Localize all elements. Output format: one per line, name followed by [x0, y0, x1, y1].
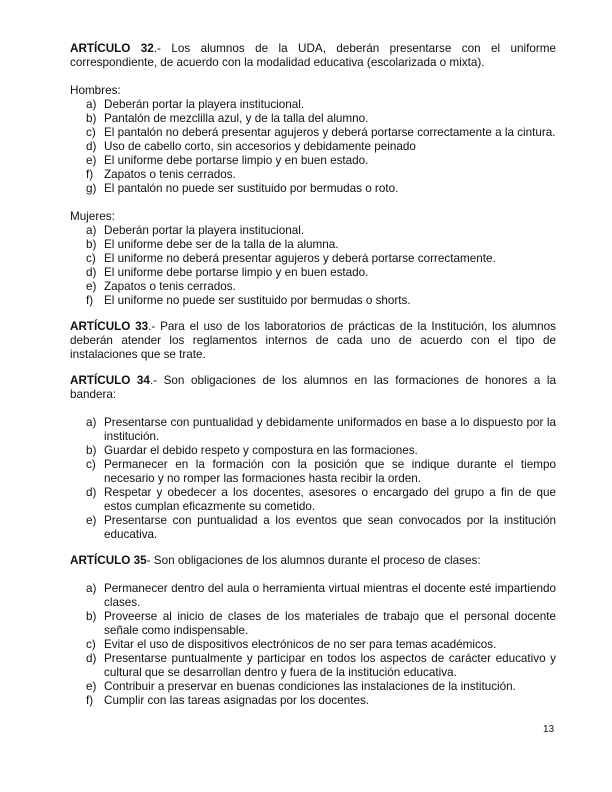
list-item: a) Presentarse con puntualidad y debidamente uniformados en base a lo dispuesto por la institución.: [86, 416, 556, 443]
list-item: e) Contribuir a preservar en buenas condiciones las instalaciones de la institución.: [86, 680, 516, 693]
list-item: d) Uso de cabello corto, sin accesorios y debidamente peinado: [86, 140, 416, 153]
list-item: b) Guardar el debido respeto y compostura en las formaciones.: [86, 444, 418, 457]
list-item: e) El uniforme debe portarse limpio y en buen estado.: [86, 154, 369, 167]
article-34-text: .- Son obligaciones de los alumnos en las formaciones de honores a la bandera:: [70, 374, 556, 401]
list-item: b) El uniforme debe ser de la talla de la alumna.: [86, 238, 339, 251]
list-item: e) Presentarse con puntualidad a los eventos que sean convocados por la institución educativa.: [86, 514, 556, 541]
list-item: c) Permanecer en la formación con la posición que se indique durante el tiempo necesario y no romper las formaciones hasta recibir la orden.: [86, 458, 556, 485]
list-item: d) Respetar y obedecer a los docentes, asesores o encargado del grupo a fin de que estos cumplan eficazmente su cometido.: [86, 486, 556, 513]
list-item: d) El uniforme debe portarse limpio y en buen estado.: [86, 266, 369, 279]
women-uniform-list: [70, 224, 556, 308]
list-item: c) El pantalón no deberá presentar agujeros y deberá portarse correctamente a la cintura.: [86, 126, 556, 139]
class-obligations-list: [70, 582, 556, 708]
honors-obligations-list: [70, 416, 556, 542]
list-item: f) Zapatos o tenis cerrados.: [86, 168, 236, 181]
list-item: a) Deberán portar la playera institucional.: [86, 224, 305, 237]
list-item: e) Zapatos o tenis cerrados.: [86, 280, 236, 293]
list-item: c) Evitar el uso de dispositivos electrónicos de no ser para temas académicos.: [86, 638, 497, 651]
men-uniform-list: [70, 98, 556, 196]
list-item: b) Pantalón de mezclilla azul, y de la talla del alumno.: [86, 112, 369, 125]
article-32-paragraph: [70, 42, 556, 70]
article-35-text: - Son obligaciones de los alumnos durante el proceso de clases:: [146, 554, 481, 567]
article-33-paragraph: [70, 320, 556, 362]
list-item: c) El uniforme no deberá presentar agujeros y deberá portarse correctamente.: [86, 252, 496, 265]
article-34-paragraph: [70, 374, 556, 402]
list-item: d) Presentarse puntualmente y participar en todos los aspectos de carácter educativo y cultural que se desarrollan dentro y fuera de la institución educativa.: [86, 652, 556, 679]
article-32-heading: ARTÍCULO 32: [70, 42, 154, 55]
list-item: f) Cumplir con las tareas asignadas por los docentes.: [86, 694, 370, 707]
document-page: [70, 42, 556, 708]
article-35-heading: ARTÍCULO 35: [70, 554, 147, 567]
women-label: Mujeres:: [70, 210, 115, 223]
page-number: 13: [543, 724, 555, 735]
article-32-text: .- Los alumnos de la UDA, deberán presentarse con el uniforme correspondiente, de acuerdo con la modalidad educativa (escolarizada o mixta).: [70, 42, 556, 69]
article-34-heading: ARTÍCULO 34: [70, 374, 150, 387]
list-item: b) Proveerse al inicio de clases de los materiales de trabajo que el personal docente señale como indispensable.: [86, 610, 556, 637]
list-item: f) El uniforme no puede ser sustituido por bermudas o shorts.: [86, 294, 411, 307]
article-33-heading: ARTÍCULO 33: [70, 320, 149, 333]
article-33-text: .- Para el uso de los laboratorios de prácticas de la Institución, los alumnos deberán atender los reglamentos internos de cada uno de acuerdo con el tipo de instalaciones que se trate.: [70, 320, 556, 361]
article-35-paragraph: [70, 554, 556, 568]
list-item: a) Permanecer dentro del aula o herramienta virtual mientras el docente esté impartiendo clases.: [86, 582, 556, 609]
men-label: Hombres:: [70, 84, 121, 97]
list-item: g) El pantalón no puede ser sustituido por bermudas o roto.: [86, 182, 399, 195]
list-item: a) Deberán portar la playera institucional.: [86, 98, 305, 111]
